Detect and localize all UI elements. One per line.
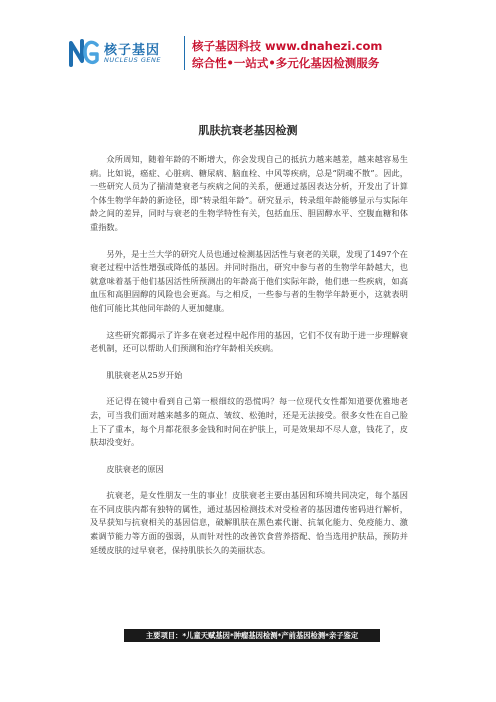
header-tagline-website: 核子基因科技 www.dnahezi.com [192,39,383,53]
header-tagline-services: 综合性•一站式•多元化基因检测服务 [192,56,380,70]
paragraph-summary: 这些研究都揭示了许多在衰老过程中起作用的基因，它们不仅有助于进一步理解衰老机制，还可以帮助人们预测和治疗年龄相关疾病。 [90,329,408,354]
logo-mark-icon [68,37,100,69]
header-divider [184,36,185,70]
logo-chinese-text: 核子基因 [104,43,161,58]
section-heading-causes: 皮肤衰老的原因 [106,463,164,474]
document-body [90,153,408,570]
paragraph-anti-aging: 抗衰老，是女性朋友一生的事业！皮肤衰老主要由基因和环境共同决定，每个基因在不同皮肤内都有独特的属性，通过基因检测技术对受检者的基因遗传密码进行解析，及早获知与抗衰相关的基因信息，破解肌肤在黑色素代谢、抗氧化能力、免疫能力、激素调节能力等方面的强弱，从而针对性的改善饮食营养搭配、恰当选用护肤品，预防并延缓皮肤的过早衰老，保持肌肤长久的美丽状态。 [90,490,408,555]
document-title: 肌肤抗衰老基因检测 [198,124,298,137]
paragraph-intro: 众所周知，随着年龄的不断增大，你会发现自己的抵抗力越来越差，越来越容易生病。比如说，癌症、心脏病、糖尿病、脑血栓、中风等疾病，总是“阴魂不散”。因此，一些研究人员为了揣清楚衰老与疾病之间的关系，便通过基因表达分析，开发出了计算个体生物学年龄的新途径，即“转录组年龄”。研究显示，转录组年龄能够显示与实际年龄之间的差异，同时与衰老的生物学特性有关，包括血压、胆固醇水平、空腹血糖和体重指数。 [90,154,408,232]
paragraph-mirror: 还记得在镜中看到自己第一根细纹的恐慌吗？每一位现代女性都知道要优雅地老去，可当我们面对越来越多的斑点、皱纹、松弛时，还是无法接受。很多女性在自己脸上下了重本，每个月都花很多金钱和时间在护肤上，可是效果却不尽人意，钱花了，皮肤却没变好。 [90,396,408,448]
page-header [68,36,408,72]
company-logo [68,37,176,69]
logo-english-text: NUCLEUS GENE [104,56,161,64]
footer-projects-text: 主要项目：*儿童天赋基因*肿瘤基因检测*产前基因检测*亲子鉴定 [145,630,359,640]
footer-banner [124,629,380,642]
paragraph-research: 另外，是士兰大学的研究人员也通过检测基因活性与衰老的关联，发现了1497个在衰老过程中活性增强或降低的基因。并同时指出，研究中参与者的生物学年龄越大，也就意味着基于他们基因活性所预测出的年龄高于他们实际年龄，他们患一些疾病，如高血压和高胆固醇的风险也会更高。与之相反，一些参与者的生物学年龄更小，这就表明他们可能比其他同年龄的人更加健康。 [90,248,408,313]
section-heading-age: 肌肤衰老从25岁开始 [106,369,183,380]
